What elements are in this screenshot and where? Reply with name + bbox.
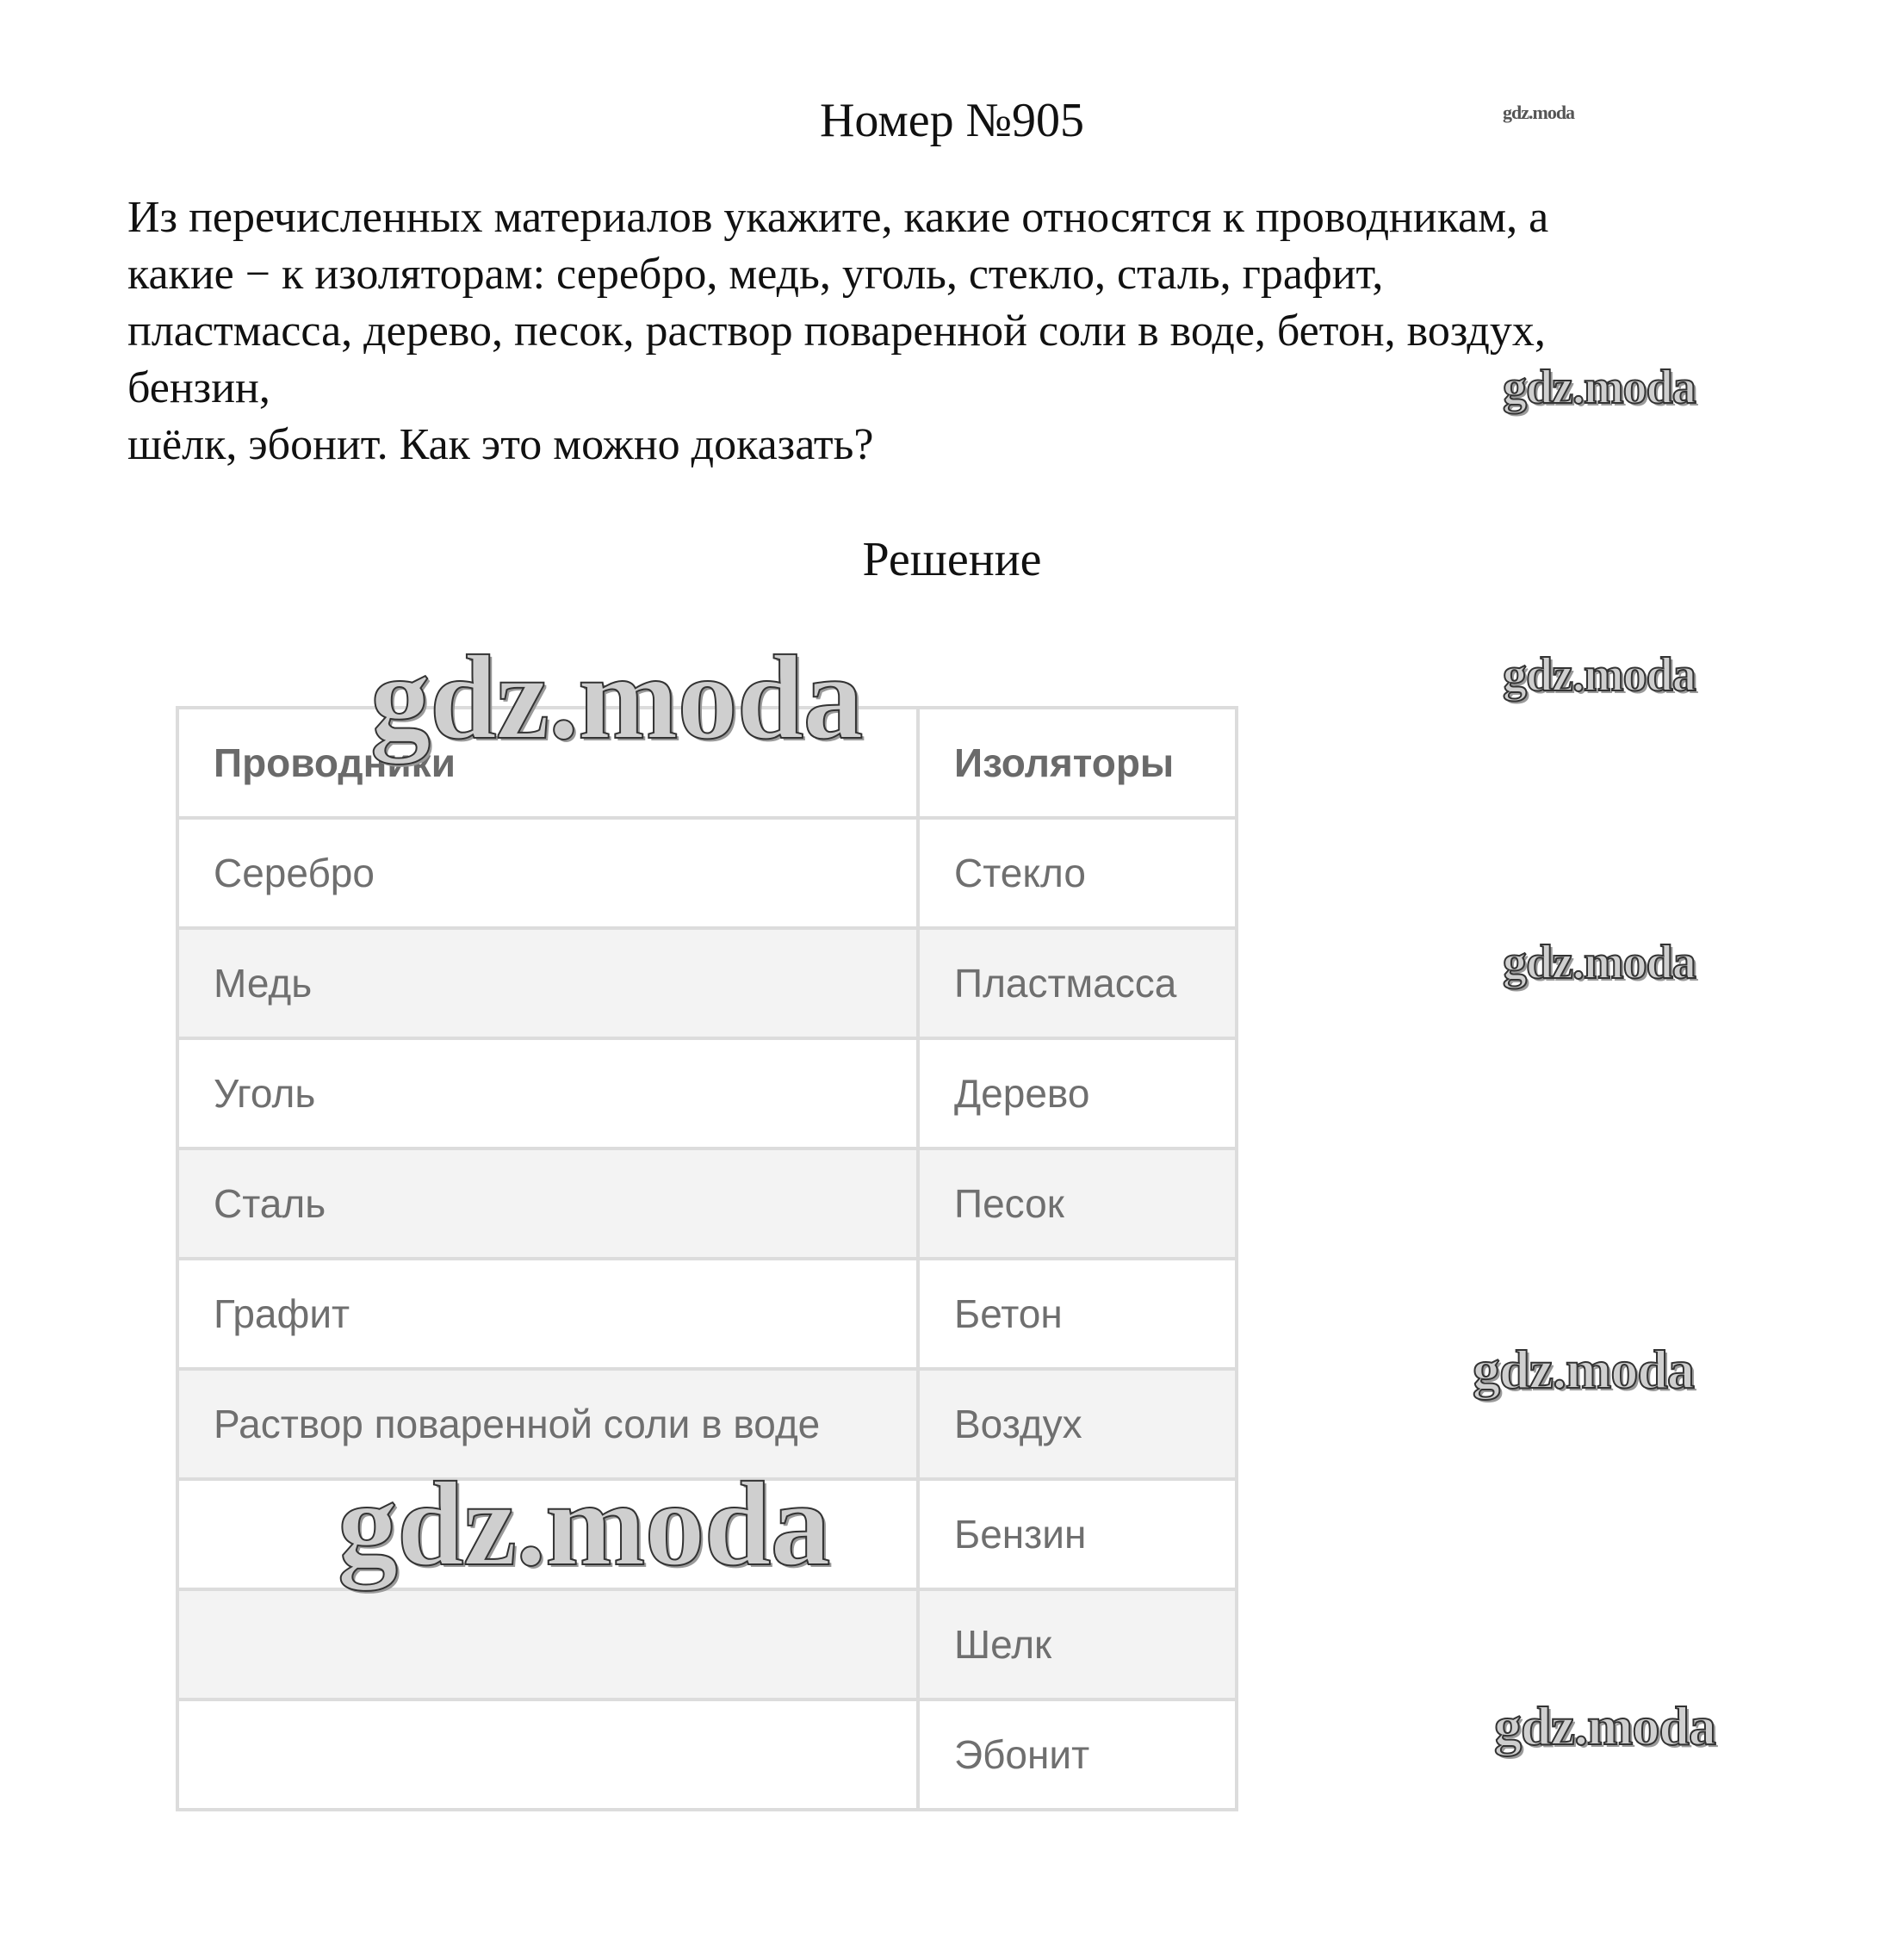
task-line: пластмасса, дерево, песок, раствор поваренной соли в воде, бетон, воздух,	[127, 306, 1546, 356]
conductor-cell: Уголь	[177, 1038, 918, 1148]
insulator-cell: Дерево	[918, 1038, 1237, 1148]
solution-heading: Решение	[862, 533, 1042, 586]
watermark: gdz.moda	[1503, 102, 1575, 123]
conductor-cell: Сталь	[177, 1148, 918, 1259]
conductor-cell: Медь	[177, 928, 918, 1038]
table-row	[177, 818, 1237, 928]
conductor-cell: Графит	[177, 1259, 918, 1369]
insulator-cell: Бетон	[918, 1259, 1237, 1369]
task-line: бензин,	[127, 363, 270, 412]
insulator-cell: Песок	[918, 1148, 1237, 1259]
conductors-insulators-table	[176, 706, 1238, 1811]
conductor-cell: Раствор поваренной соли в воде	[177, 1369, 918, 1479]
watermark: gdz.moda	[1503, 361, 1696, 414]
watermark: gdz.moda	[370, 631, 863, 765]
insulator-cell: Шелк	[918, 1589, 1237, 1699]
insulator-cell: Пластмасса	[918, 928, 1237, 1038]
table-row	[177, 1699, 1237, 1810]
task-line: какие − к изоляторам: серебро, медь, уголь, стекло, сталь, графит,	[127, 250, 1384, 299]
table-row	[177, 1589, 1237, 1699]
column-header-conductors: Проводники	[177, 708, 918, 818]
conductor-cell	[177, 1589, 918, 1699]
watermark: gdz.moda	[1503, 936, 1696, 989]
conductor-cell	[177, 1699, 918, 1810]
insulator-cell: Бензин	[918, 1479, 1237, 1589]
insulator-cell: Стекло	[918, 818, 1237, 928]
conductor-cell: Серебро	[177, 818, 918, 928]
insulator-cell: Эбонит	[918, 1699, 1237, 1810]
table-row	[177, 1038, 1237, 1148]
table-row	[177, 1259, 1237, 1369]
table-row	[177, 1148, 1237, 1259]
task-line: Из перечисленных материалов укажите, какие относятся к проводникам, а	[127, 193, 1549, 242]
watermark: gdz.moda	[1494, 1695, 1715, 1756]
task-line: шёлк, эбонит. Как это можно доказать?	[127, 420, 874, 469]
watermark: gdz.moda	[338, 1458, 830, 1591]
watermark: gdz.moda	[1473, 1339, 1694, 1400]
task-statement	[127, 189, 1815, 474]
insulator-cell: Воздух	[918, 1369, 1237, 1479]
table-row	[177, 928, 1237, 1038]
column-header-insulators: Изоляторы	[918, 708, 1237, 818]
watermark: gdz.moda	[1503, 648, 1696, 702]
problem-number-title: Номер №905	[819, 94, 1085, 147]
